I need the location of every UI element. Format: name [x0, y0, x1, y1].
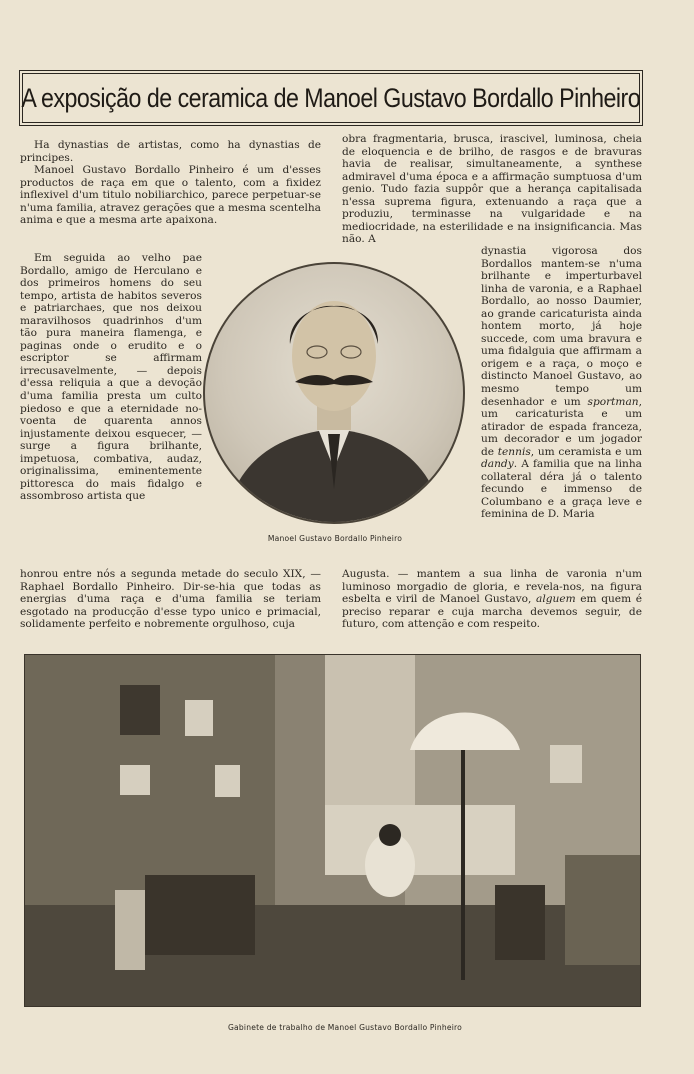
- column-2-top-text: [342, 133, 642, 246]
- studio-illustration: [25, 655, 640, 1006]
- column-1-intro: [20, 139, 321, 227]
- column-2-bottom-text: [342, 568, 642, 631]
- portrait-caption: Manoel Gustavo Bordallo Pinheiro: [267, 534, 403, 543]
- column-2-wrapped-text: [481, 245, 642, 521]
- portrait-photo: [203, 262, 465, 524]
- paragraph: Em seguida ao velho pae Bordallo, amigo de Herculano e dos primeiros homens do seu tempo, artista de habitos severos e patriarchaes, que nos deixou maravilhosos quadrinhos d'um tão pura maneira flamenga, e paginas onde o erudito e o escriptor se affirmam irrecusavelmente, — depois d'essa reliquia a que a devoção d'uma familia presta um culto piedoso e que a eternidade novoenta de quarenta annos injustamente deixou esquecer, — surge a figura brilhante, impetuosa, combativa, audaz, originalissima, eminentemente pittoresca do mais fidalgo e assombroso artista que: [20, 252, 202, 503]
- title-frame: [19, 70, 643, 126]
- paragraph: Augusta. — mantem a sua linha de varonia n'um luminoso morgadio de gloria, e revela-nos, na figura esbelta e viril de Manoel Gustavo, alguem em quem é preciso reparar e cuja marcha devemos seguir, de futuro, com attenção e com respeito.: [342, 568, 642, 631]
- paragraph: obra fragmentaria, brusca, irascivel, luminosa, cheia de eloquencia e de brilho, de rasgos e de bravuras havia de realisar, simultaneamente, a synthese admiravel d'uma época e a affirmação sumptuosa d'um genio. Tudo fazia suppôr que a herança capitalisada n'essa suprema figura, extenuando a raça que a produziu, terminasse na vulgaridade e na mediocridade, na esterilidade e na insignificancia. Mas não. A: [342, 133, 642, 246]
- studio-photograph: [24, 654, 641, 1007]
- paragraph: dynastia vigorosa dos Bordallos mantem-se n'uma brilhante e imperturbavel linha de varonia, e a Raphael Bordallo, ao nosso Daumier, ao grande caricaturista ainda hontem morto, já hoje succede, com uma bravura e uma fidalguia que affirmam a origem e a raça, o moço e distincto Manoel Gustavo, ao mesmo tempo um desenhador e um sportman, um caricaturista e um atirador de espada franceza, um decorador e um jogador de tennis, um ceramista e um dandy. A familia que na linha collateral déra já o talento fecundo e immenso de Columbano e a graça leve e feminina de D. Maria: [481, 245, 642, 521]
- paragraph: Manoel Gustavo Bordallo Pinheiro é um d'esses productos de raça em que o talento, com a fixidez inflexivel d'um titulo nobiliarchico, parece perpetuar-se n'uma familia, atravez gerações que a mesma scentelha anima e que a mesma arte apaixona.: [20, 164, 321, 227]
- paragraph: Ha dynastias de artistas, como ha dynastias de principes.: [20, 139, 321, 164]
- portrait-illustration: [205, 264, 463, 522]
- photo-caption: Gabinete de trabalho de Manoel Gustavo Bordallo Pinheiro: [227, 1023, 463, 1032]
- article-title: A exposição de ceramica de Manoel Gustavo Bordallo Pinheiro: [21, 82, 641, 113]
- column-1-wrapped-text: [20, 252, 202, 503]
- paragraph: honrou entre nós a segunda metade do seculo XIX, — Raphael Bordallo Pinheiro. Dir-se-hia que todas as energias d'uma raça e d'uma familia se teriam esgotado na producção d'esse typo unico e primacial, solidamente perfeito e nobremente orgulhoso, cuja: [20, 568, 321, 631]
- column-1-bottom-text: [20, 568, 321, 631]
